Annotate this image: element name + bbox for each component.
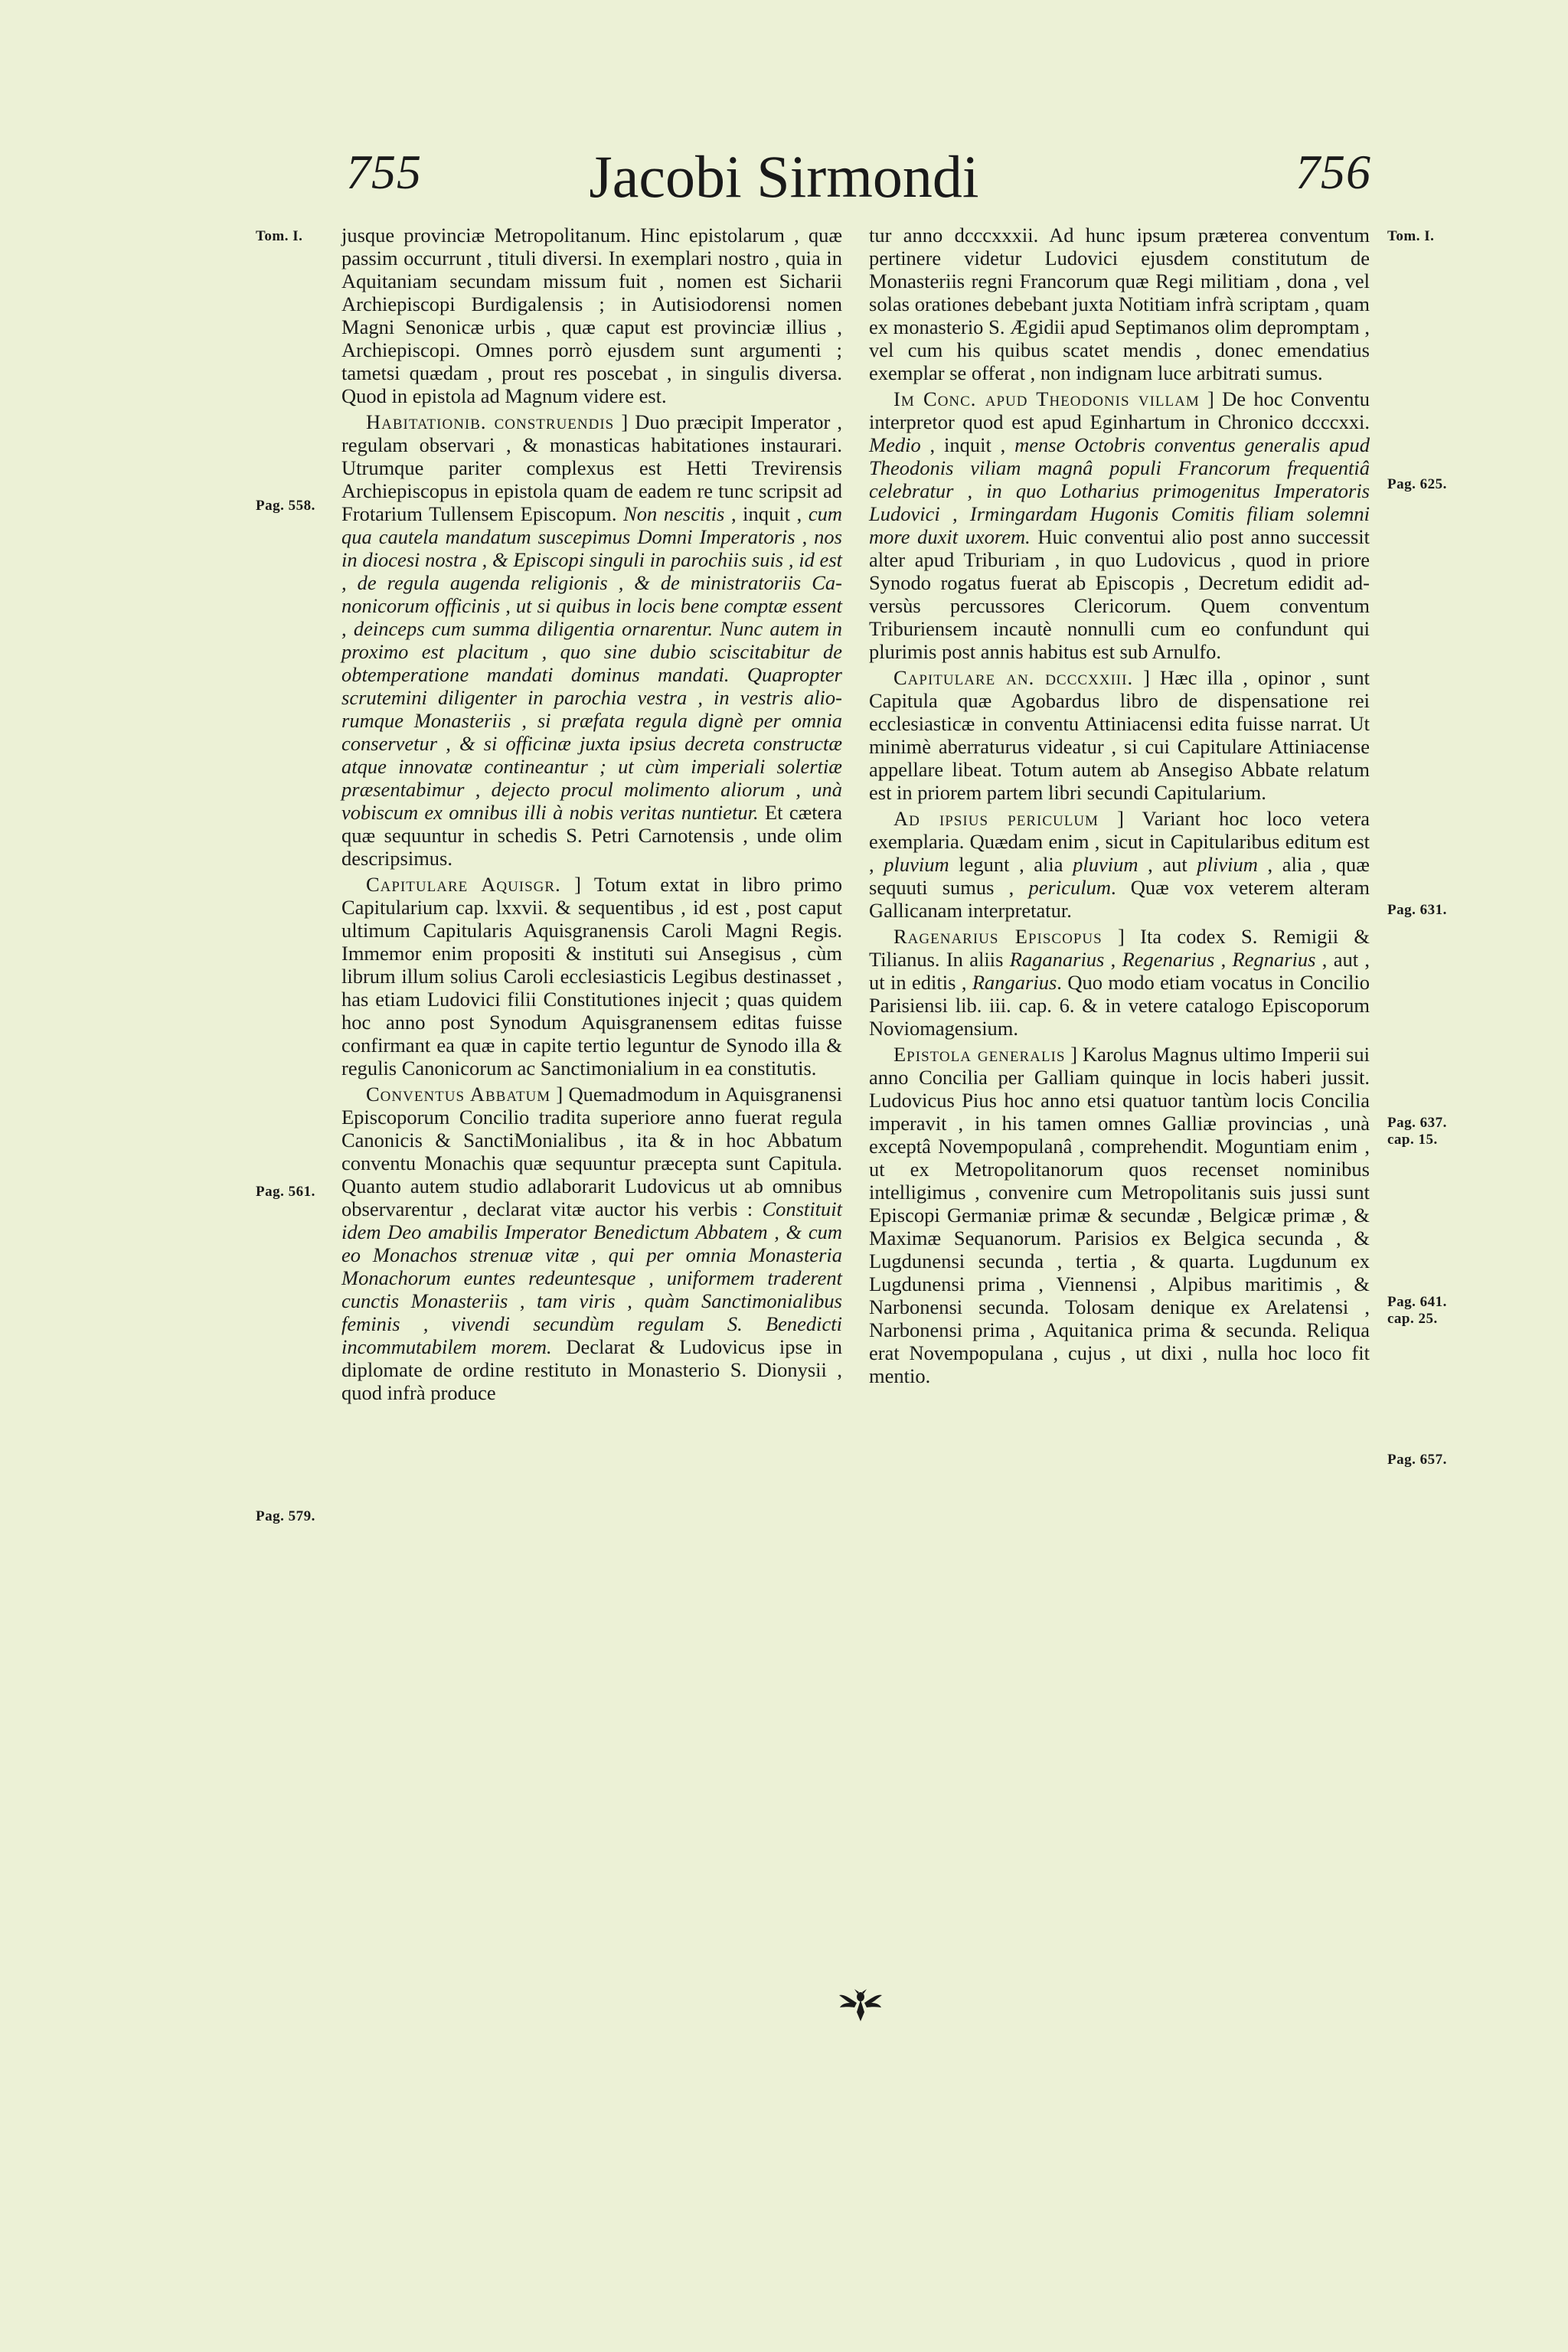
section-lemma: Conventus Abbatum bbox=[366, 1083, 551, 1106]
margin-note: Pag. 561. bbox=[256, 1184, 315, 1200]
page-number-right: 756 bbox=[1295, 145, 1371, 199]
section-lemma: Ad ipsius periculum bbox=[893, 807, 1099, 830]
text-paragraph bbox=[341, 873, 842, 1080]
text-paragraph bbox=[869, 1043, 1370, 1387]
margin-note: Tom. I. bbox=[1387, 228, 1435, 244]
text-paragraph bbox=[341, 410, 842, 870]
margin-note: Pag. 631. bbox=[1387, 902, 1447, 918]
margin-note: Pag. 558. bbox=[256, 498, 315, 514]
paragraph-body: jusque provinciæ Metropolitanum. Hinc epistolarum , quæ passim occurrunt , tituli diversi. In exemplari nostro , quia in Aquitaniam secundam missum fuit , nomen est Sicharii Archiepiscopi Burdigalensis ; in Autisiodorensi nomen Magni Senonicæ urbis , quæ caput est provinciæ illius , Archiepiscopi. Omnes porrò ejusdem sunt argumenti ; tametsi quædam , prout res poscebat , in singulis diversa. Quod in epistola ad Magnum videre est. bbox=[341, 224, 842, 407]
printer-eagle-ornament-icon bbox=[838, 1986, 884, 2023]
paragraph-body: ] Ita codex S. Remigii & Tilianus. In aliis Raganarius , Regenarius , Regnarius , aut , ut in editis , Rangarius. Quo modo etiam vocatus in Concilio Parisiensi lib. iii. cap. 6. & in vetere catalogo Episcoporum Noviomagensium. bbox=[869, 925, 1370, 1040]
text-paragraph bbox=[341, 224, 842, 407]
paragraph-body: ] De hoc Conventu interpretor quod est apud Eginhartum in Chronico dcccxxi. Medio , inquit , mense Octobris conventus generalis apud Theodonis viliam magnâ populi Francorum frequentiâ celebratur , in quo Lotharius primogenitus Imperatoris Ludovici , Irmingardam Hugonis Comitis filiam solemni more duxit uxorem. Huic conventui alio post anno successit alter apud Triburiam , in quo Ludovicus , quod in priore Synodo rogatus fuerat ab Episcopis , Decretum edidit adversùs percussores Clericorum. Quem conventum Triburiensem incautè nonnulli cum eo confundunt qui plurimis post annis habitus est sub Arnulfo. bbox=[869, 387, 1370, 663]
section-lemma: Im Conc. apud Theodonis villam bbox=[893, 387, 1200, 410]
left-text-column bbox=[341, 224, 842, 1404]
paragraph-body: ] Hæc illa , opinor , sunt Capitula quæ Agobardus libro de dispensatione rei ecclesiasticæ in conventu Attiniacensi edita fuisse narrat. Ut minimè aberraturus videatur , si cui Capitulare Attiniacense appellare libeat. Totum autem ab Ansegiso Abbate relatum est in priorem partem libri secundi Capitularium. bbox=[869, 666, 1370, 804]
text-paragraph bbox=[869, 807, 1370, 922]
margin-note: Pag. 637. bbox=[1387, 1115, 1447, 1131]
section-lemma: Capitulare an. dcccxxiii. bbox=[893, 666, 1134, 689]
right-text-column bbox=[869, 224, 1370, 1387]
paragraph-body: ] Quemadmodum in Aquisgranensi Episcoporum Concilio tradita superiore anno fuerat regula Canonicis & SanctiMonialibus , ita & in hoc Abbatum conventu Monachis quæ sequuntur præcepta sunt Capitula. Quanto autem studio adlaborarit Ludovicus ut ab omnibus observarentur , declarat vitæ auctor his verbis : Constituit idem Deo amabilis Imperator Benedictum Abbatem , & cum eo Monachos strenuæ vitæ , qui per omnia Monasteria Monachorum euntes redeuntesque , uniformem traderent cunctis Monasteriis , tam viris , quàm Sanctimonialibus feminis , vivendi secundùm regulam S. Benedicti incommutabilem morem. Declarat & Ludovicus ipse in diplomate de ordine restituto in Monasterio S. Dionysii , quod infrà produce bbox=[341, 1083, 842, 1404]
text-paragraph bbox=[869, 925, 1370, 1040]
margin-note: Tom. I. bbox=[256, 228, 303, 244]
page-number-left: 755 bbox=[346, 145, 422, 199]
text-paragraph bbox=[869, 387, 1370, 663]
section-lemma: Habitationib. construendis bbox=[366, 410, 615, 433]
section-lemma: Ragenarius Episcopus bbox=[893, 925, 1102, 948]
section-lemma: Capitulare Aquisgr. bbox=[366, 873, 561, 896]
margin-note: Pag. 579. bbox=[256, 1508, 315, 1524]
paragraph-body: ] Totum extat in libro primo Capitularium cap. lxxvii. & sequentibus , id est , post caput ultimum Capitularis Aquisgranensis Caroli Magni Regis. Immemor enim propositi & instituti sui Ansegisus , cùm librum illum solius Caroli ecclesiasticis Legibus destinasset , has etiam Ludovici filii Constitutiones injecit ; quas quidem hoc anno post Synodum Aquisgranensem editas fuisse confirmant ea quæ in capite tertio leguntur de Synodo illa & regulis Canonicorum ac Sanctimonialium in ea constitutis. bbox=[341, 873, 842, 1080]
margin-note: Pag. 657. bbox=[1387, 1452, 1447, 1468]
text-paragraph bbox=[869, 666, 1370, 804]
margin-note: cap. 25. bbox=[1387, 1311, 1438, 1327]
margin-note: Pag. 641. bbox=[1387, 1294, 1447, 1310]
section-lemma: Epistola generalis bbox=[893, 1043, 1066, 1066]
paragraph-body: tur anno dcccxxxii. Ad hunc ipsum præterea conventum pertinere videtur Ludovici ejusdem constitutum de Monasteriis regni Francorum quæ Regi militiam , dona , vel solas orationes debebant juxta Notitiam infrà scriptam , quam ex monasterio S. Ægidii apud Septimanos olim depromptam , vel cum his quibus scatet mendis , donec emendatius exemplar se offerat , non indignam luce arbitrati sumus. bbox=[869, 224, 1370, 384]
text-paragraph bbox=[341, 1083, 842, 1404]
running-title: Jacobi Sirmondi bbox=[589, 143, 979, 210]
paragraph-body: ] Variant hoc loco vetera exemplaria. Quædam enim , sicut in Capitularibus editum est , pluvium legunt , alia pluvium , aut plivium , alia , quæ sequuti sumus , periculum. Quæ vox veterem alteram Gallicanam interpretatur. bbox=[869, 807, 1370, 922]
paragraph-body: ] Duo præcipit Imperator , regulam observari , & monasticas habitationes instaurari. Utrumque pariter complexus est Hetti Trevirensis Archiepiscopus in epistola quam de eadem re tunc scripsit ad Frotarium Tullensem Episcopum. Non nescitis , inquit , cum qua cautela mandatum suscepimus Domni Imperatoris , nos in diocesi nostra , & Episcopi singuli in parochiis suis , id est , de regula augenda religionis , & de ministratoriis Canonicorum officinis , ut si quibus in locis bene comptæ essent , deinceps cum summa diligentia ornarentur. Nunc autem in proximo est placitum , quo sine dubio sciscitabitur de obtemperatione mandati dominus mandati. Quapropter scrutemini diligenter in parochia vestra , in vestris aliorumque Monasteriis , si præfata regula dignè per omnia conservetur , & si officinæ juxta ipsius decreta constructæ atque innovatæ contineantur ; ut cùm imperiali solertiæ præsentabimur , dejecto procul molimento aliorum , unà vobiscum ex omnibus illi à nobis veritas nuntietur. Et cætera quæ sequuntur in schedis S. Petri Carnotensis , unde olim descripsimus. bbox=[341, 410, 843, 870]
text-paragraph bbox=[869, 224, 1370, 384]
margin-note: Pag. 625. bbox=[1387, 476, 1447, 492]
paragraph-body: ] Karolus Magnus ultimo Imperii sui anno Concilia per Galliam quinque in locis haberi jussit. Ludovicus Pius hoc anno etsi quatuor tantùm locis Concilia imperavit , in his tamen omnes Galliæ provincias , unà exceptâ Novempopulanâ , comprehendit. Moguntiam enim , ut ex Metropolitanorum quos recenset nominibus intelligimus , convenire cum Metropolitanis suis jussi sunt Episcopi Germaniæ primæ & secundæ , Belgicæ primæ , & Maximæ Sequanorum. Parisios ex Belgica secunda , & Lugdunensi secunda , tertia , & quarta. Lugdunum ex Lugdunensi prima , Viennensi , Alpibus maritimis , & Narbonensi secunda. Tolosam denique ex Arelatensi , Narbonensi prima , Aquitanica prima & secunda. Reliqua erat Novempopulana , cujus , ut dixi , nulla hoc loco fit mentio. bbox=[869, 1043, 1370, 1387]
margin-note: cap. 15. bbox=[1387, 1132, 1438, 1148]
